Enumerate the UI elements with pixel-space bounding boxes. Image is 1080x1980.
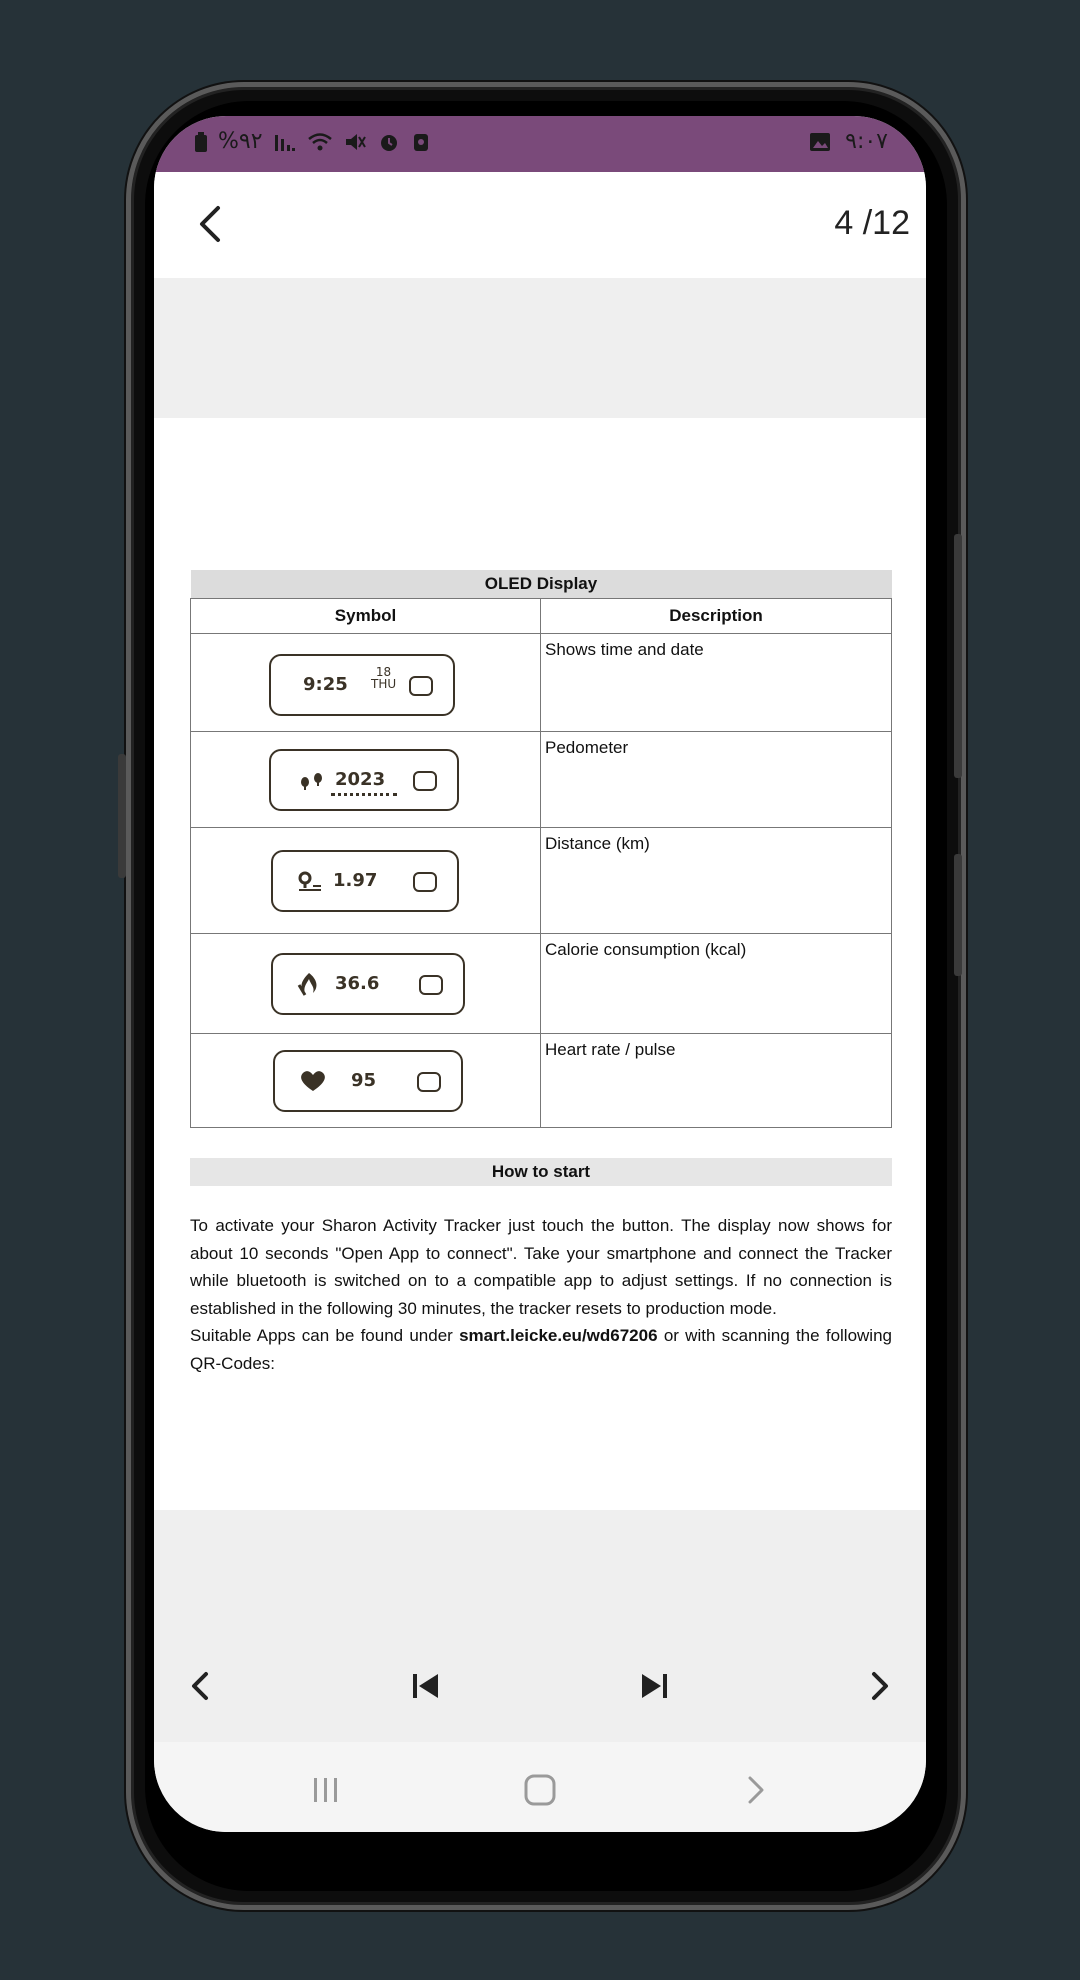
alarm-icon [377,131,401,153]
home-icon [523,1773,557,1807]
recents-icon [311,1775,341,1805]
symbol-value: 9:25 [303,674,348,695]
wifi-icon [307,131,333,153]
footsteps-icon [297,769,327,791]
oled-display-table [190,570,892,1128]
paragraph-2-post: or with scanning the following QR-Codes: [190,1326,892,1373]
volume-button [118,754,126,878]
status-time: ٩:٠٧ [845,129,888,154]
chevron-left-icon [196,204,224,244]
symbol-value: 95 [351,1070,377,1091]
symbol-value: 2023 [335,769,386,790]
step-progress-dots [331,793,397,796]
page-total: /12 [862,204,910,242]
table-row [191,934,892,1034]
tracker-button-icon [413,771,437,791]
apps-link: smart.leicke.eu/wd67206 [459,1326,658,1345]
image-icon [809,131,831,153]
paragraph-2-pre: Suitable Apps can be found under [190,1326,460,1345]
heart-icon [297,1069,329,1093]
last-page-button[interactable] [624,1656,684,1716]
chevron-right-icon [744,1773,768,1807]
tracker-button-icon [417,1072,441,1092]
first-page-button[interactable] [396,1656,456,1716]
page-navigation [154,1656,926,1726]
header-description: Description [541,599,892,634]
table-row [191,634,892,732]
date-indicator: 18 THU [371,664,397,691]
symbol-cell [191,732,541,828]
power-button [954,854,962,976]
side-button-upper [954,534,962,778]
tracker-button-icon [409,676,433,696]
system-back-button[interactable] [728,1762,784,1818]
table-row [191,1034,892,1128]
description-cell: Heart rate / pulse [541,1034,892,1128]
skip-previous-icon [410,1669,442,1703]
mute-icon [343,131,367,153]
status-left [194,129,431,154]
paragraph-1: To activate your Sharon Activity Tracker just touch the button. The display now shows for about 10 seconds "Open App to connect". Take your smartphone and connect the Tracker while bluetooth is switched on to a compatible app to adjust settings. If no connection is established in the following 30 minutes, the tracker resets to production mode. [190,1216,892,1318]
page-indicator [834,204,910,243]
app-bar [154,172,926,278]
description-cell: Shows time and date [541,634,892,732]
previous-page-button[interactable] [170,1656,230,1716]
home-button[interactable] [512,1762,568,1818]
recents-button[interactable] [298,1762,354,1818]
system-nav-bar [154,1742,926,1832]
symbol-cell [191,1034,541,1128]
heart-rate-symbol [273,1050,463,1112]
battery-saver-icon [411,131,431,153]
status-right [809,129,888,154]
table-row [191,828,892,934]
tracker-button-icon [413,872,437,892]
time-display-symbol [269,654,455,716]
chevron-left-icon [188,1669,212,1703]
battery-percent: %٩٢ [218,129,263,154]
skip-next-icon [638,1669,670,1703]
table-caption: OLED Display [191,570,892,599]
symbol-value: 36.6 [335,973,380,994]
status-bar [154,116,926,172]
tracker-button-icon [419,975,443,995]
description-cell: Pedometer [541,732,892,828]
pedometer-symbol [269,749,459,811]
symbol-cell [191,828,541,934]
chevron-right-icon [868,1669,892,1703]
battery-icon [194,131,208,153]
distance-symbol [271,850,459,912]
flame-icon [295,971,323,997]
back-button[interactable] [182,196,238,252]
symbol-value: 1.97 [333,870,378,891]
table-row [191,732,892,828]
header-symbol: Symbol [191,599,541,634]
screen [154,116,926,1832]
next-page-button[interactable] [850,1656,910,1716]
page-current: 4 [834,204,854,242]
how-to-start-text [190,1212,892,1377]
symbol-cell [191,934,541,1034]
symbol-cell [191,634,541,732]
section-title: How to start [190,1158,892,1186]
description-cell: Calorie consumption (kcal) [541,934,892,1034]
document-page[interactable] [154,418,926,1510]
calorie-symbol [271,953,465,1015]
page-gap-top [154,278,926,418]
distance-pin-icon [295,870,325,892]
signal-icon [273,131,297,153]
description-cell: Distance (km) [541,828,892,934]
